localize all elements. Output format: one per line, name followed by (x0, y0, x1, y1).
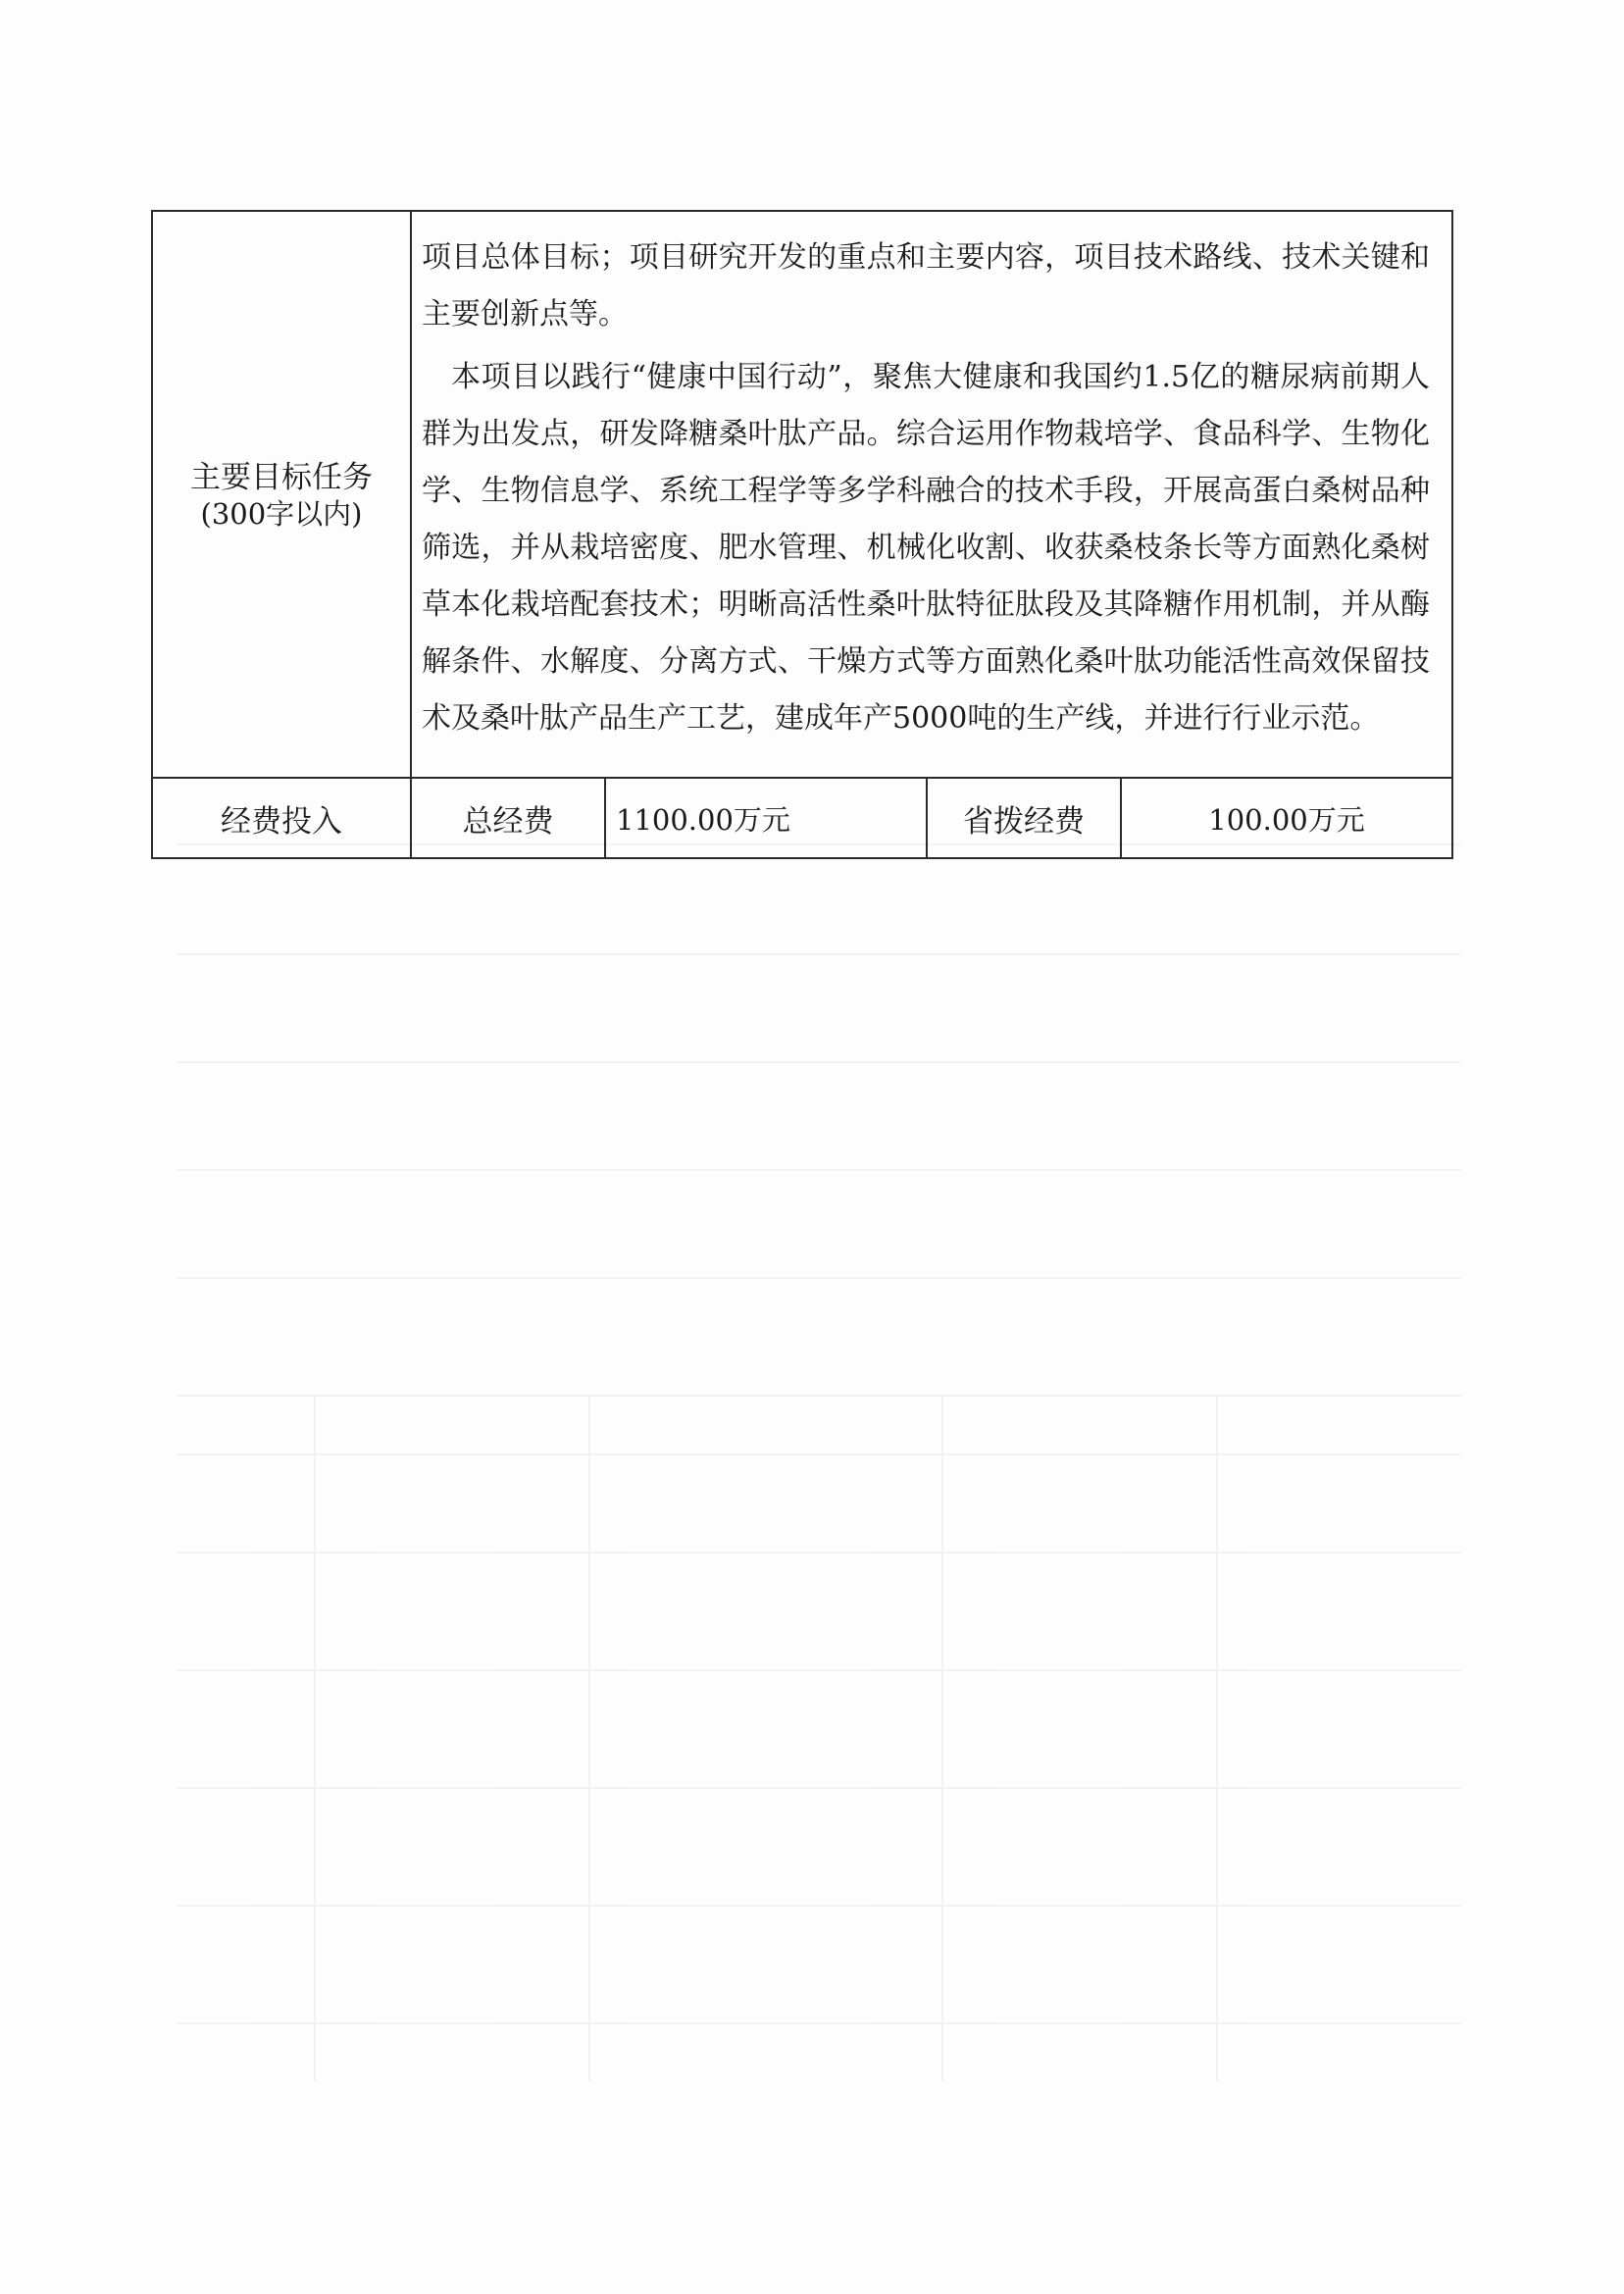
provincial-funding-value: 100.00万元 (1121, 778, 1452, 858)
main-task-body: 本项目以践行“健康中国行动”，聚焦大健康和我国约1.5亿的糖尿病前期人群为出发点，研发降糖桑叶肽产品。综合运用作物栽培学、食品科学、生物化学、生物信息学、系统工程学等多学科融合的技术手段，开展高蛋白桑树品种筛选，并从栽培密度、肥水管理、机械化收割、收获桑枝条长等方面熟化桑树草本化栽培配套技术；明晰高活性桑叶肽特征肽段及其降糖作用机制，并从酶解条件、水解度、分离方式、干燥方式等方面熟化桑叶肽功能活性高效保留技术及桑叶肽产品生产工艺，建成年产5000吨的生产线，并进行行业示范。 (422, 360, 1431, 736)
main-task-instruction: 项目总体目标；项目研究开发的重点和主要内容，项目技术路线、技术关键和主要创新点等。 (422, 240, 1431, 331)
bleed-through-background (177, 843, 1461, 2081)
total-funding-value: 1100.00万元 (605, 778, 927, 858)
main-task-content-cell (411, 211, 1452, 778)
funding-label: 经费投入 (152, 778, 411, 858)
project-info-table (151, 210, 1453, 859)
funding-row (152, 778, 1452, 858)
main-task-label: 主要目标任务 (190, 460, 373, 495)
main-task-word-limit: (300字以内) (200, 497, 363, 531)
total-funding-label: 总经费 (411, 778, 605, 858)
main-task-label-cell (152, 211, 411, 778)
main-task-row (152, 211, 1452, 778)
provincial-funding-label: 省拨经费 (927, 778, 1121, 858)
